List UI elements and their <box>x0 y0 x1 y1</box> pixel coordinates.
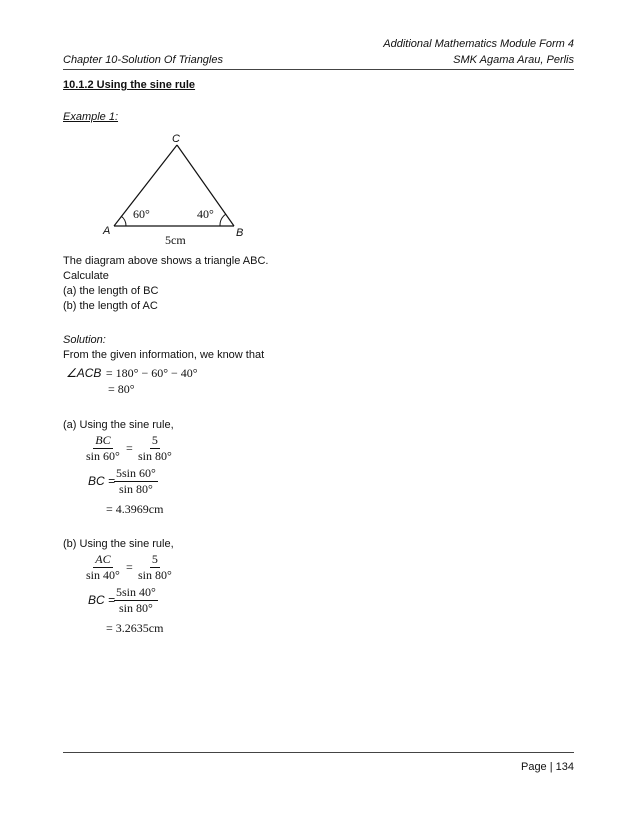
angle-b-arc <box>220 214 226 226</box>
part-a-frac3 <box>114 466 158 497</box>
question-part-a: (a) the length of BC <box>63 285 159 297</box>
angle-a-arc <box>121 216 126 226</box>
frac-numerator: 5 <box>151 552 158 566</box>
question-part-b: (b) the length of AC <box>63 300 158 312</box>
part-b-result: = 3.2635cm <box>106 621 164 635</box>
part-b-lhs: BC = <box>88 593 116 607</box>
footer-rule <box>63 752 574 753</box>
question-line1: The diagram above shows a triangle ABC. <box>63 255 269 267</box>
chapter-title: Chapter 10-Solution Of Triangles <box>63 54 223 66</box>
part-b-frac3 <box>114 585 158 616</box>
vertex-c-label: C <box>172 133 180 145</box>
acb-lhs: ∠ACB <box>66 366 102 380</box>
part-a-heading: (a) Using the sine rule, <box>63 419 174 431</box>
section-title: 10.1.2 Using the sine rule <box>63 79 196 91</box>
example-label: Example 1: <box>63 111 119 123</box>
frac-denominator: sin 40° <box>86 568 120 582</box>
part-b-frac2 <box>136 552 174 583</box>
frac-numerator: 5sin 40° <box>116 585 156 599</box>
frac-numerator: 5 <box>151 433 158 447</box>
angle-b-label: 40° <box>197 207 214 221</box>
part-b-frac1 <box>84 552 122 583</box>
frac-denominator: sin 80° <box>138 449 172 463</box>
equals-sign: = <box>126 560 133 574</box>
frac-denominator: sin 80° <box>119 482 153 496</box>
frac-denominator: sin 80° <box>138 568 172 582</box>
side-ab-label: 5cm <box>165 233 186 247</box>
part-a-frac2 <box>136 433 174 464</box>
frac-numerator: BC <box>95 433 111 447</box>
acb-line2: = 80° <box>108 382 135 396</box>
vertex-a-label: A <box>103 225 111 237</box>
page-number: Page | 134 <box>520 761 574 773</box>
part-a-lhs: BC = <box>88 474 116 488</box>
part-a-result: = 4.3969cm <box>106 502 164 516</box>
part-a-frac1 <box>84 433 122 464</box>
school-name: SMK Agama Arau, Perlis <box>453 54 574 66</box>
frac-numerator: AC <box>95 552 111 566</box>
angle-a-label: 60° <box>133 207 150 221</box>
equals-sign: = <box>126 441 133 455</box>
frac-denominator: sin 80° <box>119 601 153 615</box>
vertex-b-label: B <box>236 227 244 239</box>
frac-numerator: 5sin 60° <box>116 466 156 480</box>
triangle-diagram <box>0 0 638 260</box>
acb-equation <box>66 364 198 382</box>
solution-intro: From the given information, we know that <box>63 349 265 361</box>
part-b-heading: (b) Using the sine rule, <box>63 538 174 550</box>
acb-line1: = 180° − 60° − 40° <box>105 366 198 380</box>
solution-label: Solution: <box>63 334 106 346</box>
frac-denominator: sin 60° <box>86 449 120 463</box>
question-line2: Calculate <box>63 270 109 282</box>
module-title: Additional Mathematics Module Form 4 <box>383 38 574 50</box>
